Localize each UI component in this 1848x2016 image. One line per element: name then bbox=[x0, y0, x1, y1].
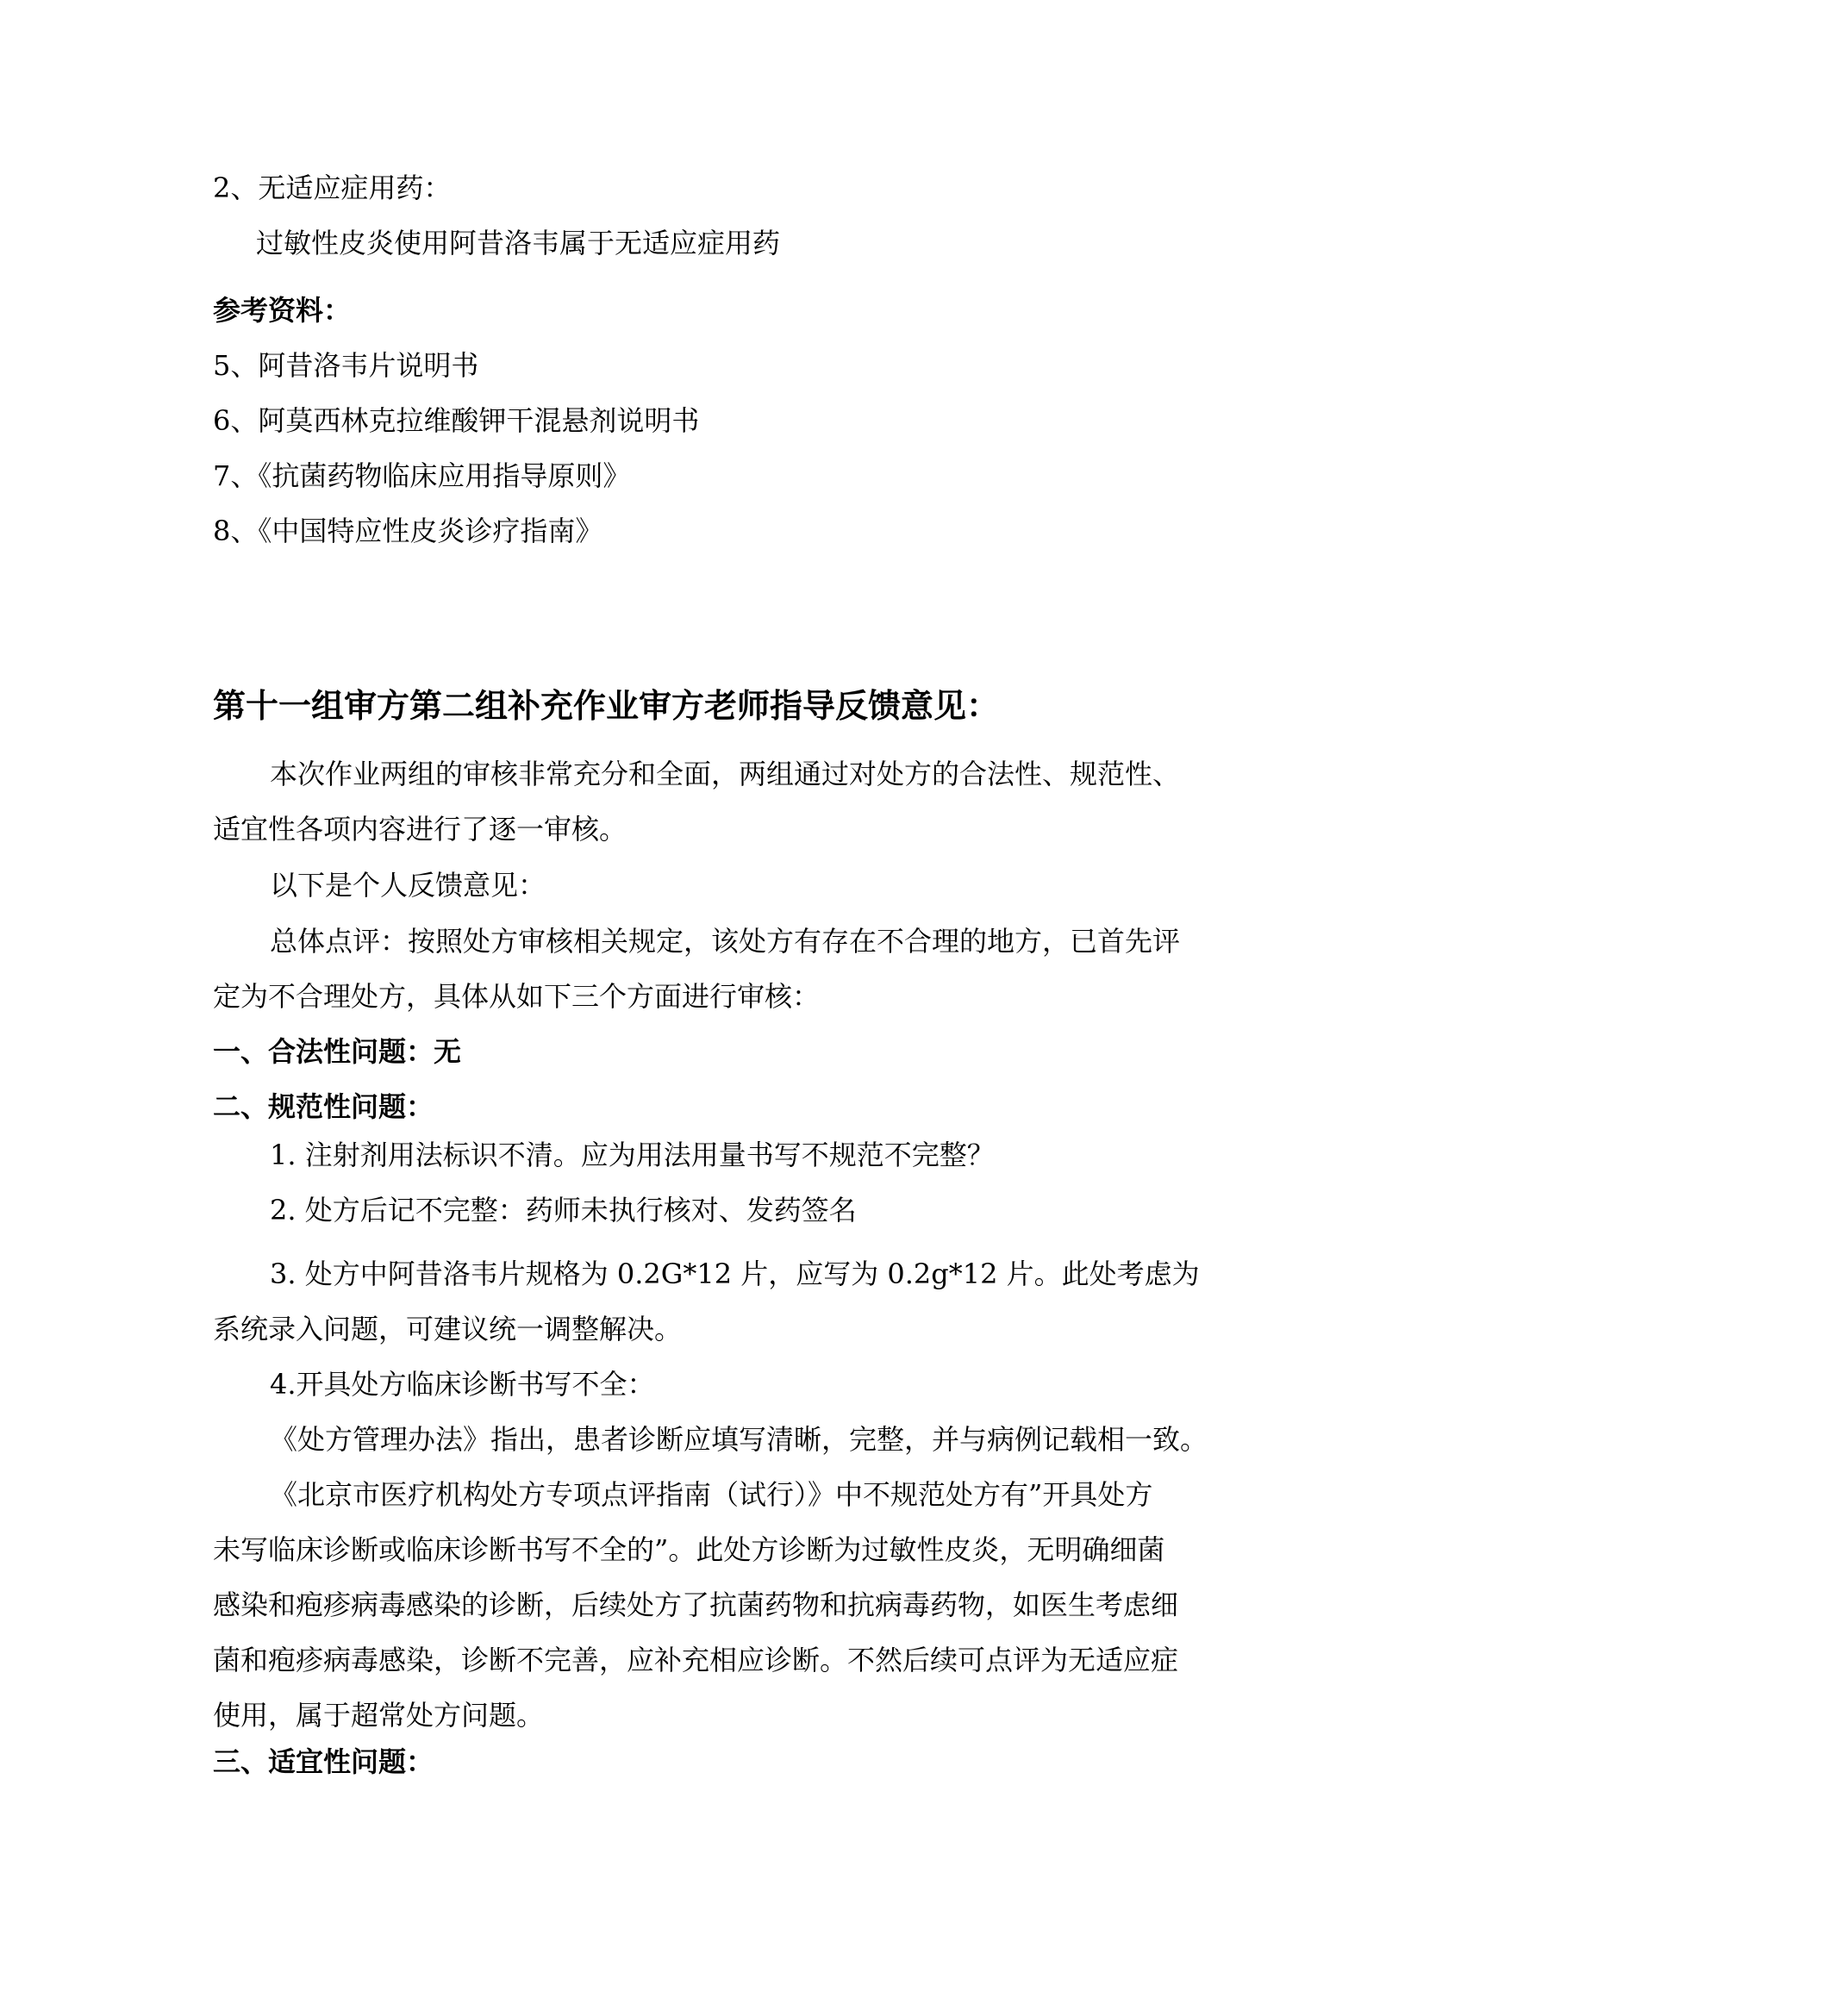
intro-line-2: 适宜性各项内容进行了逐一审核。 bbox=[213, 813, 627, 846]
item4-paragraph-2-line-1: 《北京市医疗机构处方专项点评指南（试行）》中不规范处方有”开具处方 bbox=[270, 1478, 1153, 1511]
item2-text: 过敏性皮炎使用阿昔洛韦属于无适应症用药 bbox=[256, 227, 781, 259]
reference-item-6: 6、阿莫西林克拉维酸钾干混悬剂说明书 bbox=[213, 404, 700, 437]
section-legality: 一、合法性问题：无 bbox=[213, 1035, 462, 1068]
standardization-item-1: 1. 注射剂用法标识不清。应为用法用量书写不规范不完整？ bbox=[270, 1139, 995, 1171]
feedback-title: 第十一组审方第二组补充作业审方老师指导反馈意见： bbox=[213, 687, 1000, 725]
item4-paragraph-2-line-5: 使用，属于超常处方问题。 bbox=[213, 1699, 545, 1732]
item4-paragraph-2-line-4: 菌和疱疹病毒感染，诊断不完善，应补充相应诊断。不然后续可点评为无适应症 bbox=[213, 1644, 1179, 1676]
reference-item-8: 8、《中国特应性皮炎诊疗指南》 bbox=[213, 515, 603, 547]
intro-line-1: 本次作业两组的审核非常充分和全面，两组通过对处方的合法性、规范性、 bbox=[270, 758, 1181, 790]
overall-comment-line-2: 定为不合理处方，具体从如下三个方面进行审核： bbox=[213, 980, 821, 1013]
item4-paragraph-2-line-2: 未写临床诊断或临床诊断书写不全的”。此处方诊断为过敏性皮炎，无明确细菌 bbox=[213, 1533, 1165, 1566]
references-heading: 参考资料： bbox=[213, 294, 352, 327]
item2-heading: 2、无适应症用药： bbox=[213, 172, 452, 204]
standardization-item-3-line-1: 3. 处方中阿昔洛韦片规格为 0.2G*12 片，应写为 0.2g*12 片。此处考虑为 bbox=[270, 1258, 1200, 1290]
reference-item-5: 5、阿昔洛韦片说明书 bbox=[213, 349, 479, 382]
overall-comment-line-1: 总体点评：按照处方审核相关规定，该处方有存在不合理的地方，已首先评 bbox=[270, 925, 1181, 958]
standardization-item-3-line-2: 系统录入问题，可建议统一调整解决。 bbox=[213, 1313, 683, 1345]
standardization-item-4: 4.开具处方临床诊断书写不全： bbox=[270, 1368, 655, 1401]
section-standardization: 二、规范性问题： bbox=[213, 1090, 434, 1123]
personal-feedback-label: 以下是个人反馈意见： bbox=[270, 869, 546, 902]
reference-item-7: 7、《抗菌药物临床应用指导原则》 bbox=[213, 459, 631, 492]
section-appropriateness: 三、适宜性问题： bbox=[213, 1745, 434, 1778]
standardization-item-2: 2. 处方后记不完整：药师未执行核对、发药签名 bbox=[270, 1194, 857, 1226]
item4-paragraph-1: 《处方管理办法》指出，患者诊断应填写清晰，完整，并与病例记载相一致。 bbox=[270, 1423, 1208, 1456]
item4-paragraph-2-line-3: 感染和疱疹病毒感染的诊断，后续处方了抗菌药物和抗病毒药物，如医生考虑细 bbox=[213, 1588, 1179, 1621]
